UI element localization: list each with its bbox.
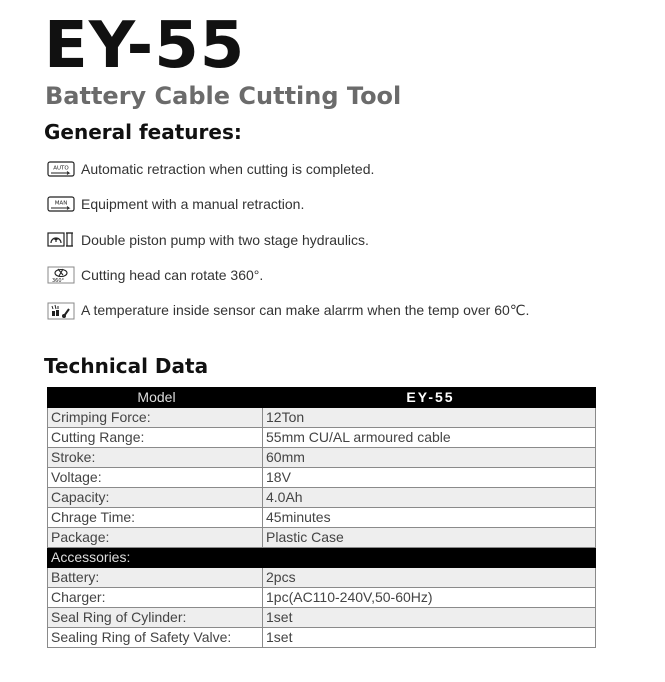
spec-label: Chrage Time: — [48, 508, 263, 528]
feature-text: Automatic retraction when cutting is completed. — [81, 160, 375, 177]
table-header-row — [48, 388, 596, 408]
technical-data-heading: Technical Data — [44, 354, 209, 378]
feature-item-auto-retraction — [47, 160, 374, 177]
feature-item-double-piston — [47, 231, 369, 248]
accessories-label: Accessories: — [48, 548, 596, 568]
product-subtitle: Battery Cable Cutting Tool — [45, 82, 402, 110]
spec-label: Capacity: — [48, 488, 263, 508]
feature-text: Equipment with a manual retraction. — [81, 195, 305, 212]
feature-text: Double piston pump with two stage hydraulics. — [81, 231, 369, 248]
feature-item-temperature-sensor — [47, 302, 529, 319]
table-row — [48, 568, 596, 588]
table-row — [48, 428, 596, 448]
spec-label: Crimping Force: — [48, 408, 263, 428]
accessory-value: 2pcs — [263, 568, 596, 588]
accessory-label: Seal Ring of Cylinder: — [48, 608, 263, 628]
spec-value: 55mm CU/AL armoured cable — [263, 428, 596, 448]
table-row — [48, 408, 596, 428]
accessory-label: Sealing Ring of Safety Valve: — [48, 628, 263, 648]
spec-value: 60mm — [263, 448, 596, 468]
accessories-header-row — [48, 548, 596, 568]
table-row — [48, 588, 596, 608]
rotate-360-icon — [47, 266, 75, 283]
table-row — [48, 608, 596, 628]
svg-text:MAN: MAN — [54, 200, 68, 206]
feature-text: A temperature inside sensor can make alarrm when the temp over 60℃. — [81, 302, 530, 318]
accessory-value: 1pc(AC110-240V,50-60Hz) — [263, 588, 596, 608]
model-label-cell: Model — [48, 388, 263, 408]
general-features-heading: General features: — [44, 120, 242, 144]
spec-label: Cutting Range: — [48, 428, 263, 448]
temperature-sensor-icon — [47, 302, 75, 319]
feature-text: Cutting head can rotate 360°. — [81, 266, 264, 283]
spec-label: Voltage: — [48, 468, 263, 488]
table-row — [48, 628, 596, 648]
spec-value: 12Ton — [263, 408, 596, 428]
spec-value: Plastic Case — [263, 528, 596, 548]
technical-data-table — [47, 387, 596, 648]
table-row — [48, 488, 596, 508]
spec-value: 18V — [263, 468, 596, 488]
double-piston-pump-icon — [47, 231, 75, 248]
accessory-label: Battery: — [48, 568, 263, 588]
spec-label: Stroke: — [48, 448, 263, 468]
manual-retraction-icon — [47, 195, 75, 212]
spec-value: 45minutes — [263, 508, 596, 528]
svg-text:360°: 360° — [51, 277, 65, 284]
feature-item-manual-retraction — [47, 195, 304, 212]
feature-item-rotate-360 — [47, 266, 263, 283]
auto-retraction-icon — [47, 160, 75, 177]
accessory-label: Charger: — [48, 588, 263, 608]
table-row — [48, 448, 596, 468]
product-title: EY-55 — [44, 9, 246, 83]
svg-text:AUTO: AUTO — [53, 165, 69, 171]
table-row — [48, 528, 596, 548]
accessory-value: 1set — [263, 628, 596, 648]
accessory-value: 1set — [263, 608, 596, 628]
spec-value: 4.0Ah — [263, 488, 596, 508]
spec-label: Package: — [48, 528, 263, 548]
model-value-cell: EY-55 — [263, 388, 596, 408]
table-row — [48, 468, 596, 488]
table-row — [48, 508, 596, 528]
